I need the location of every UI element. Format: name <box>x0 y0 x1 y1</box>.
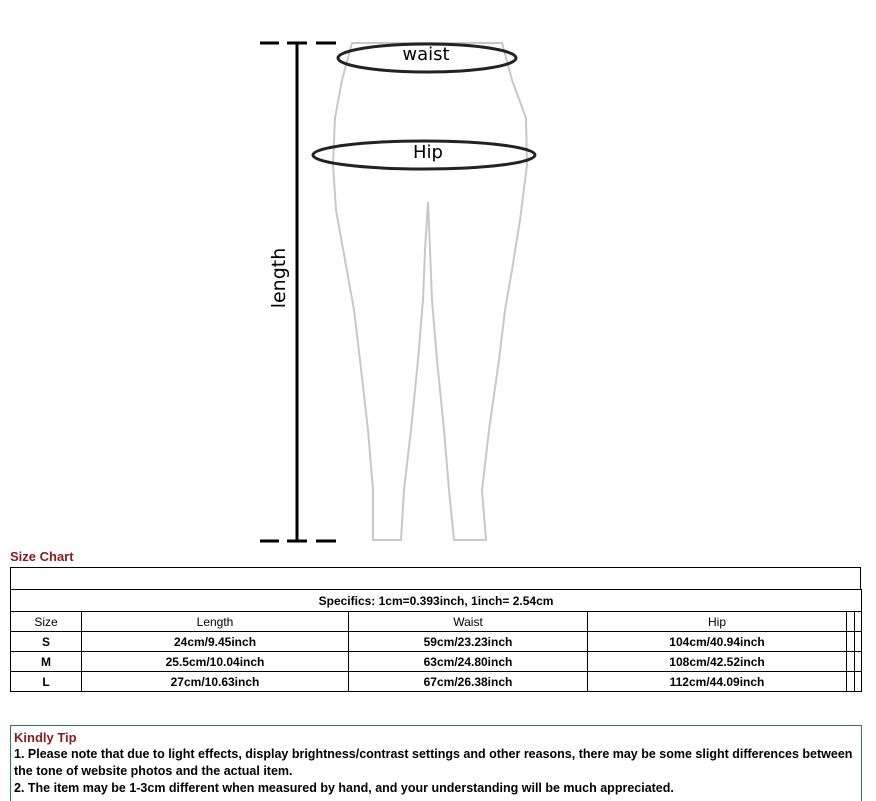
empty-cell <box>847 632 855 652</box>
size-chart-table <box>10 589 862 692</box>
header-size: Size <box>11 612 82 632</box>
empty-cell <box>855 612 862 632</box>
size-chart-title: Size Chart <box>10 549 74 564</box>
empty-cell <box>855 672 862 692</box>
hip-label: Hip <box>413 142 443 163</box>
header-length: Length <box>82 612 349 632</box>
leggings-outline <box>333 43 527 540</box>
length-cell: 27cm/10.63inch <box>82 672 349 692</box>
size-chart-table-wrap <box>10 567 861 692</box>
empty-cell <box>847 672 855 692</box>
specifics-text: Specifics: 1cm=0.393inch, 1inch= 2.54cm <box>11 590 862 612</box>
empty-cell <box>855 632 862 652</box>
tip-line-1: 1. Please note that due to light effects, display brightness/contrast settings and other reasons, there may be some slight differences between the tone of website photos and the actual item. <box>14 747 853 778</box>
empty-cell <box>847 612 855 632</box>
length-cell: 24cm/9.45inch <box>82 632 349 652</box>
size-chart-blank-row <box>10 567 861 589</box>
header-waist: Waist <box>349 612 588 632</box>
header-hip: Hip <box>588 612 847 632</box>
kindly-tip-title: Kindly Tip <box>14 730 77 745</box>
tip-line-2: 2. The item may be 1-3cm different when measured by hand, and your understanding will be much appreciated. <box>14 781 674 795</box>
specifics-row <box>11 590 862 612</box>
waist-cell: 63cm/24.80inch <box>349 652 588 672</box>
table-row <box>11 632 862 652</box>
table-row <box>11 672 862 692</box>
size-cell: M <box>11 652 82 672</box>
length-label: length <box>268 247 290 309</box>
waist-cell: 59cm/23.23inch <box>349 632 588 652</box>
kindly-tip-box <box>10 725 862 801</box>
length-cell: 25.5cm/10.04inch <box>82 652 349 672</box>
hip-cell: 104cm/40.94inch <box>588 632 847 652</box>
waist-label: waist <box>402 44 450 65</box>
table-row <box>11 652 862 672</box>
empty-cell <box>847 652 855 672</box>
table-header-row <box>11 612 862 632</box>
hip-cell: 112cm/44.09inch <box>588 672 847 692</box>
size-cell: S <box>11 632 82 652</box>
size-cell: L <box>11 672 82 692</box>
waist-cell: 67cm/26.38inch <box>349 672 588 692</box>
hip-cell: 108cm/42.52inch <box>588 652 847 672</box>
empty-cell <box>855 652 862 672</box>
